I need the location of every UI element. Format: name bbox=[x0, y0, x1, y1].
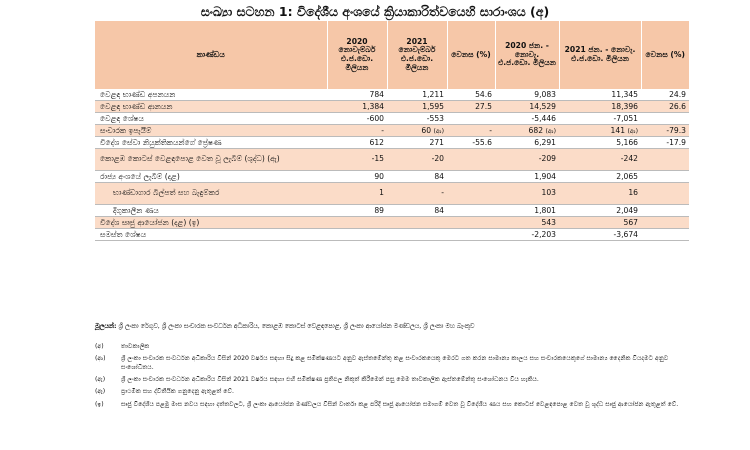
cell-value bbox=[447, 171, 495, 183]
cell-value bbox=[641, 229, 689, 241]
cell-value bbox=[447, 229, 495, 241]
cell-value bbox=[641, 183, 689, 205]
cell-value: 1,384 bbox=[327, 101, 387, 113]
cell-value bbox=[447, 217, 495, 229]
cell-value: 18,396 bbox=[559, 101, 641, 113]
footnote bbox=[95, 343, 689, 351]
cell-value: 1,595 bbox=[387, 101, 447, 113]
cell-value bbox=[447, 149, 495, 171]
cell-value bbox=[641, 113, 689, 125]
header-category: කාණ්ඩය bbox=[95, 21, 327, 89]
footnote bbox=[95, 355, 689, 372]
footnote-mark: (ඇ) bbox=[95, 376, 106, 384]
cell-value: 1,904 bbox=[495, 171, 559, 183]
header-nov-2021: 2021 නොවැම්බර් එ.ජ.ඩො. මිලියන bbox=[387, 21, 447, 89]
cell-value: -15 bbox=[327, 149, 387, 171]
table-row bbox=[95, 137, 689, 149]
cell-value bbox=[559, 125, 641, 137]
cell-value: -242 bbox=[559, 149, 641, 171]
cell-value bbox=[641, 149, 689, 171]
table-row bbox=[95, 205, 689, 217]
table-row bbox=[95, 171, 689, 183]
cell-value: 27.5 bbox=[447, 101, 495, 113]
row-label: විදේශ සෘජු ආයෝජන (දළ) (ඉ) bbox=[95, 217, 327, 229]
row-label: භාණ්ඩාගාර බිල්පත් සහ බැඳුම්කර bbox=[95, 183, 327, 205]
cell-number: 60 bbox=[421, 125, 432, 135]
cell-value: -3,674 bbox=[559, 229, 641, 241]
cell-value: 14,529 bbox=[495, 101, 559, 113]
cell-value: 90 bbox=[327, 171, 387, 183]
header-jan-nov-2021: 2021 ජන. - නොවැ. එ.ජ.ඩො. මිලියන bbox=[559, 21, 641, 89]
cell-value: 54.6 bbox=[447, 89, 495, 101]
cell-value: -600 bbox=[327, 113, 387, 125]
footnote-mark: (ඈ) bbox=[95, 388, 106, 396]
table-row bbox=[95, 89, 689, 101]
table-row bbox=[95, 113, 689, 125]
cell-value: 567 bbox=[559, 217, 641, 229]
cell-value: - bbox=[327, 125, 387, 137]
row-label: වෙළඳ භාණ්ඩ අපනයන bbox=[95, 89, 327, 101]
footnote-mark: (ඉ) bbox=[95, 400, 104, 408]
cell-number: 682 bbox=[528, 125, 544, 135]
header-jan-nov-2020: 2020 ජන. - නොවැ. එ.ජ.ඩො. මිලියන bbox=[495, 21, 559, 89]
cell-value bbox=[327, 229, 387, 241]
row-label: රාජ්‍ය අංශයේ ලැබීම් (දළ) bbox=[95, 171, 327, 183]
footnote-text: ශ්‍රී ලංකා සංචාරක සංවර්ධන අධිකාරිය විසින් 2020 වර්ෂය සඳහා සිදු කළ සමීක්ෂණයට අනුව ඇස්තමේන්තු කළ සංචාරකයෙකු මෙරට ගත කරන සාමාන්‍ය කාලය සහ සංචාරකයෙකුගේ සාමාන්‍ය දෛනික වියදමට අනුව සංශෝධිතය. bbox=[121, 355, 669, 371]
footnotes bbox=[95, 343, 689, 413]
cell-value: 11,345 bbox=[559, 89, 641, 101]
row-label: කොළඹ කොටස් වෙළඳපොළ වෙත වූ ලැබීම් (ශුද්ධ) (ඇ) bbox=[95, 149, 327, 171]
cell-value bbox=[641, 217, 689, 229]
cell-value: 612 bbox=[327, 137, 387, 149]
footnote bbox=[95, 401, 689, 409]
cell-value: 16 bbox=[559, 183, 641, 205]
cell-value: -20 bbox=[387, 149, 447, 171]
cell-value: - bbox=[447, 125, 495, 137]
cell-value bbox=[447, 113, 495, 125]
cell-value: 2,065 bbox=[559, 171, 641, 183]
table-row bbox=[95, 183, 689, 205]
row-label: වෙළඳ ශේෂය bbox=[95, 113, 327, 125]
table-row bbox=[95, 101, 689, 113]
cell-value bbox=[495, 125, 559, 137]
cell-value: -79.3 bbox=[641, 125, 689, 137]
header-change-jan-nov: වෙනස (%) bbox=[641, 21, 689, 89]
row-label: දිගුකාලීන ණය bbox=[95, 205, 327, 217]
cell-value: 543 bbox=[495, 217, 559, 229]
cell-value: -17.9 bbox=[641, 137, 689, 149]
summary-table bbox=[95, 21, 689, 241]
footnote-text: තාවකාලික bbox=[121, 343, 150, 350]
cell-value: 5,166 bbox=[559, 137, 641, 149]
cell-value: -553 bbox=[387, 113, 447, 125]
table-title: සංඛ්‍යා සටහන 1: විදේශීය අංශයේ ක්‍රියාකාරිත්වයෙහි සාරාංශය (අ) bbox=[200, 4, 550, 19]
footnote-marker: (ආ) bbox=[433, 127, 444, 135]
cell-value: 26.6 bbox=[641, 101, 689, 113]
cell-value: 784 bbox=[327, 89, 387, 101]
cell-value: 9,083 bbox=[495, 89, 559, 101]
cell-value: 1,211 bbox=[387, 89, 447, 101]
source-line bbox=[95, 323, 689, 331]
cell-value: 103 bbox=[495, 183, 559, 205]
footnote bbox=[95, 388, 689, 396]
cell-value: 89 bbox=[327, 205, 387, 217]
source-label: මූලයන්: bbox=[95, 323, 117, 330]
cell-number: 141 bbox=[610, 125, 626, 135]
cell-value: 2,049 bbox=[559, 205, 641, 217]
footnote-text: සෘජු විදේශීය පළමු මාස නවය සඳහා දත්තවලට, ශ්‍රී ලංකා ආයෝජන මණ්ඩලය විසින් වාර්තා කළ පරිදි සෘජු ආයෝජන සමාගම් වෙත වූ විදේශීය ණය සහ කොටස් වෙළඳපොළ වෙත වූ ශුද්ධ සෘජු ආයෝජන ඇතුළත් වේ. bbox=[121, 400, 679, 408]
cell-value bbox=[641, 171, 689, 183]
footnote bbox=[95, 376, 689, 384]
header-row bbox=[95, 21, 689, 89]
footnote-text: ශ්‍රී ලංකා සංචාරක සංවර්ධන අධිකාරිය විසින් 2021 වර්ෂය සඳහා එහි සමීක්ෂණ ප්‍රතිඵල නිකුත් කිරීමෙන් පසු මෙම තාවකාලික ඇස්තමේන්තු සංශෝධනය විය හැකිය. bbox=[121, 376, 539, 384]
cell-value: 1 bbox=[327, 183, 387, 205]
cell-value: -209 bbox=[495, 149, 559, 171]
footnote-mark: (අ) bbox=[95, 343, 104, 350]
footnote-mark: (ආ) bbox=[95, 355, 106, 363]
cell-value bbox=[387, 217, 447, 229]
row-label: සමස්ත ශේෂය bbox=[95, 229, 327, 241]
row-label: වෙළඳ භාණ්ඩ ආනයන bbox=[95, 101, 327, 113]
cell-value: -5,446 bbox=[495, 113, 559, 125]
table-row bbox=[95, 149, 689, 171]
footnote-text: ප්‍රාථමික සහ ද්විතීයික ගනුදෙනු ඇතුළත් වේ. bbox=[121, 388, 234, 396]
table-row bbox=[95, 229, 689, 241]
cell-value bbox=[327, 217, 387, 229]
footnote-marker: (ආ) bbox=[545, 127, 556, 135]
table-row bbox=[95, 125, 689, 137]
cell-value: - bbox=[387, 183, 447, 205]
cell-value: 271 bbox=[387, 137, 447, 149]
cell-value: 1,801 bbox=[495, 205, 559, 217]
cell-value: 24.9 bbox=[641, 89, 689, 101]
cell-value bbox=[641, 205, 689, 217]
cell-value: 6,291 bbox=[495, 137, 559, 149]
footnote-marker: (ආ) bbox=[627, 127, 638, 135]
cell-value bbox=[447, 183, 495, 205]
cell-value: -7,051 bbox=[559, 113, 641, 125]
cell-value: 84 bbox=[387, 171, 447, 183]
cell-value bbox=[387, 229, 447, 241]
cell-value: -55.6 bbox=[447, 137, 495, 149]
table-row bbox=[95, 217, 689, 229]
header-change-nov: වෙනස (%) bbox=[447, 21, 495, 89]
cell-value bbox=[387, 125, 447, 137]
row-label: විදේශ සේවා නියුක්තිකයන්ගේ ප්‍රේෂණ bbox=[95, 137, 327, 149]
cell-value: 84 bbox=[387, 205, 447, 217]
source-text: ශ්‍රී ලංකා රේගුව, ශ්‍රී ලංකා සංචාරක සංවර්ධන අධිකාරිය, කොළඹ කොටස් වෙළඳපොළ, ශ්‍රී ලංකා ආයෝජන මණ්ඩලය, ශ්‍රී ලංකා මහ බැංකුව bbox=[118, 323, 475, 330]
row-label: සංචාරක ඉපැයීම් bbox=[95, 125, 327, 137]
cell-value: -2,203 bbox=[495, 229, 559, 241]
header-nov-2020: 2020 නොවැම්බර් එ.ජ.ඩො. මිලියන bbox=[327, 21, 387, 89]
cell-value bbox=[447, 205, 495, 217]
